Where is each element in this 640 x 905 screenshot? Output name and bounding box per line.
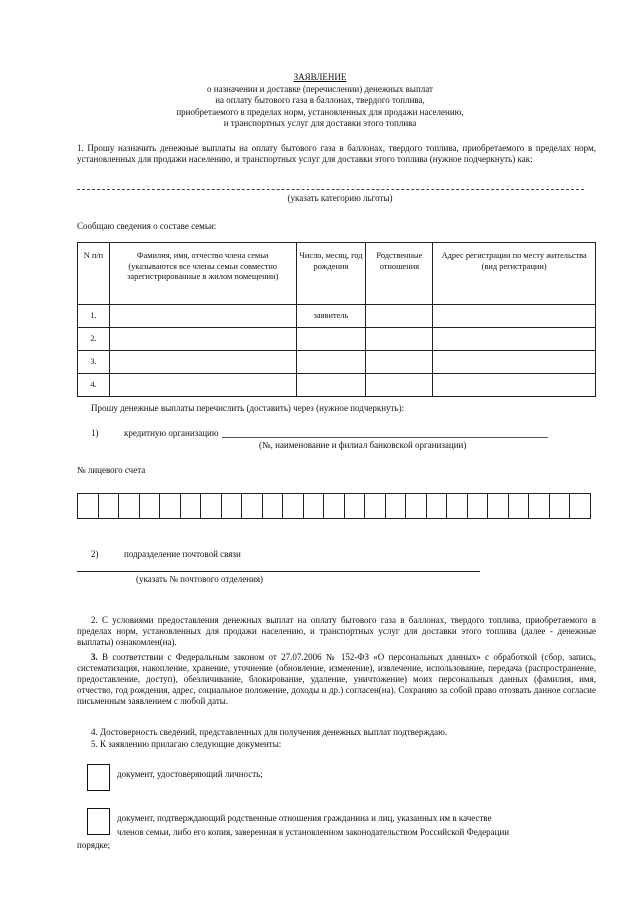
row-num: 2. [78,328,110,351]
address-cell[interactable] [433,328,596,351]
row-num: 3. [78,351,110,374]
account-digit-cell[interactable] [385,494,406,519]
account-digit-cell[interactable] [406,494,427,519]
account-digit-cell[interactable] [139,494,160,519]
account-digit-cell[interactable] [119,494,140,519]
account-digit-cell[interactable] [344,494,365,519]
account-number-label: № лицевого счета [77,465,146,475]
row-num: 4. [78,374,110,397]
paragraph-4: 4. Достоверность сведений, представленных для получения денежных выплат подтверждаю. [91,727,448,737]
name-cell[interactable] [109,351,296,374]
account-digit-cell[interactable] [180,494,201,519]
account-digit-cell[interactable] [283,494,304,519]
birth-cell[interactable] [296,374,366,397]
name-cell[interactable] [109,305,296,328]
account-digit-cell[interactable] [467,494,488,519]
account-digit-cell[interactable] [529,494,550,519]
account-digit-cell[interactable] [78,494,99,519]
address-cell[interactable] [433,351,596,374]
row-num: 1. [78,305,110,328]
account-digit-cell[interactable] [98,494,119,519]
table-row [78,328,596,351]
relation-cell[interactable] [366,328,433,351]
form-subtitle-line: и транспортных услуг для доставки этого топлива [223,118,417,128]
account-digit-cell[interactable] [426,494,447,519]
benefit-category-input-line[interactable] [77,189,584,190]
col-header-name: Фамилия, имя, отчество члена семьи (указываются все члены семьи совместно зарегистрированные в жилом помещении) [109,243,296,305]
table-row [78,305,596,328]
account-digit-cell[interactable] [221,494,242,519]
account-digit-cell[interactable] [570,494,591,519]
table-row [78,374,596,397]
account-digit-cell[interactable] [303,494,324,519]
kinship-document-label-line1: документ, подтверждающий родственные отношения гражданина и лиц, указанных им в качестве [117,813,492,823]
birth-cell[interactable]: заявитель [296,305,366,328]
account-digit-cell[interactable] [488,494,509,519]
form-heading: ЗАЯВЛЕНИЕ [293,72,347,82]
account-digit-cell[interactable] [242,494,263,519]
relation-cell[interactable] [366,351,433,374]
kinship-document-label-line3: порядке; [77,840,111,850]
paragraph-2: 2. С условиями предоставления денежных выплат на оплату бытового газа в баллонах, твердого топлива, приобретаемого в пределах норм, установленных для продажи населению, и транспортных услуг для доставки этого топлива (далее - денежные выплаты) ознакомлен(на). [77,615,596,647]
option-1-number: 1) [91,428,99,438]
account-digit-cell[interactable] [262,494,283,519]
account-digit-cell[interactable] [447,494,468,519]
account-digit-cell[interactable] [201,494,222,519]
address-cell[interactable] [433,305,596,328]
paragraph-3-text: В соответствии с Федеральным законом от 27.07.2006 № 152-ФЗ «О персональных данных» с обработкой (сбор, запись, систематизация, накопление, хранение, уточнение (обновление, изменение), извлечение, использование, передача (распространение, предоставление, доступ), обезличивание, блокирование, удаление, уничтожение) моих персональных данных (фамилия, имя, отчество, год рождения, адрес, социальное положение, доходы и др.) согласен(на). Сохраняю за собой право отозвать данное согласие письменным заявлением с любой даты. [77,652,596,706]
family-intro: Сообщаю сведения о составе семьи: [77,221,217,231]
credit-organization-hint: (№, наименование и филиал банковской организации) [259,440,467,450]
account-number-grid[interactable] [77,493,591,519]
address-cell[interactable] [433,374,596,397]
name-cell[interactable] [109,374,296,397]
name-cell[interactable] [109,328,296,351]
identity-document-checkbox[interactable] [87,764,110,791]
kinship-document-label-line2: членов семьи, либо его копия, заверенная в установленном законодательством Российской Федерации [117,827,510,837]
paragraph-3-number: 3. [91,652,98,662]
account-digit-cell[interactable] [160,494,181,519]
form-subtitle-line: на оплату бытового газа в баллонах, твердого топлива, [215,95,425,105]
post-office-input-line[interactable] [77,571,480,572]
col-header-address: Адрес регистрации по месту жительства (вид регистрации) [433,243,596,305]
account-digit-cell[interactable] [365,494,386,519]
col-header-relation: Родственные отношения [366,243,433,305]
paragraph-5: 5. К заявлению прилагаю следующие документы: [91,739,282,749]
paragraph-3 [77,652,596,707]
table-row [78,351,596,374]
col-header-birth: Число, месяц, год рождения [296,243,366,305]
account-digit-cell[interactable] [549,494,570,519]
post-office-hint: (указать № почтового отделения) [136,574,264,584]
form-subtitle-line: о назначении и доставке (перечислении) денежных выплат [207,83,433,94]
form-title [0,72,640,130]
account-digit-cell[interactable] [508,494,529,519]
section-1-text: 1. Прошу назначить денежные выплаты на оплату бытового газа в баллонах, твердого топлива, приобретаемого в пределах норм, установленных для продажи населению, и транспортных услуг для доставки этого топлива (нужное подчеркнуть) как: [77,143,596,164]
payment-intro: Прошу денежные выплаты перечислить (доставить) через (нужное подчеркнуть): [91,403,405,413]
credit-organization-input-line[interactable] [222,437,548,438]
identity-document-label: документ, удостоверяющий личность; [117,769,263,779]
col-header-num: N п/п [78,243,110,305]
account-digit-cell[interactable] [324,494,345,519]
credit-organization-label: кредитную организацию [124,428,219,438]
birth-cell[interactable] [296,351,366,374]
post-office-label: подразделение почтовой связи [124,549,241,559]
form-subtitle-line: приобретаемого в пределах норм, установленных для продажи населению, [176,106,464,117]
option-2-number: 2) [91,549,99,559]
relation-cell[interactable] [366,305,433,328]
family-table-header [78,243,596,305]
birth-cell[interactable] [296,328,366,351]
relation-cell[interactable] [366,374,433,397]
family-table [77,242,596,397]
kinship-document-checkbox[interactable] [87,808,110,835]
benefit-category-hint: (указать категорию льготы) [287,193,393,203]
